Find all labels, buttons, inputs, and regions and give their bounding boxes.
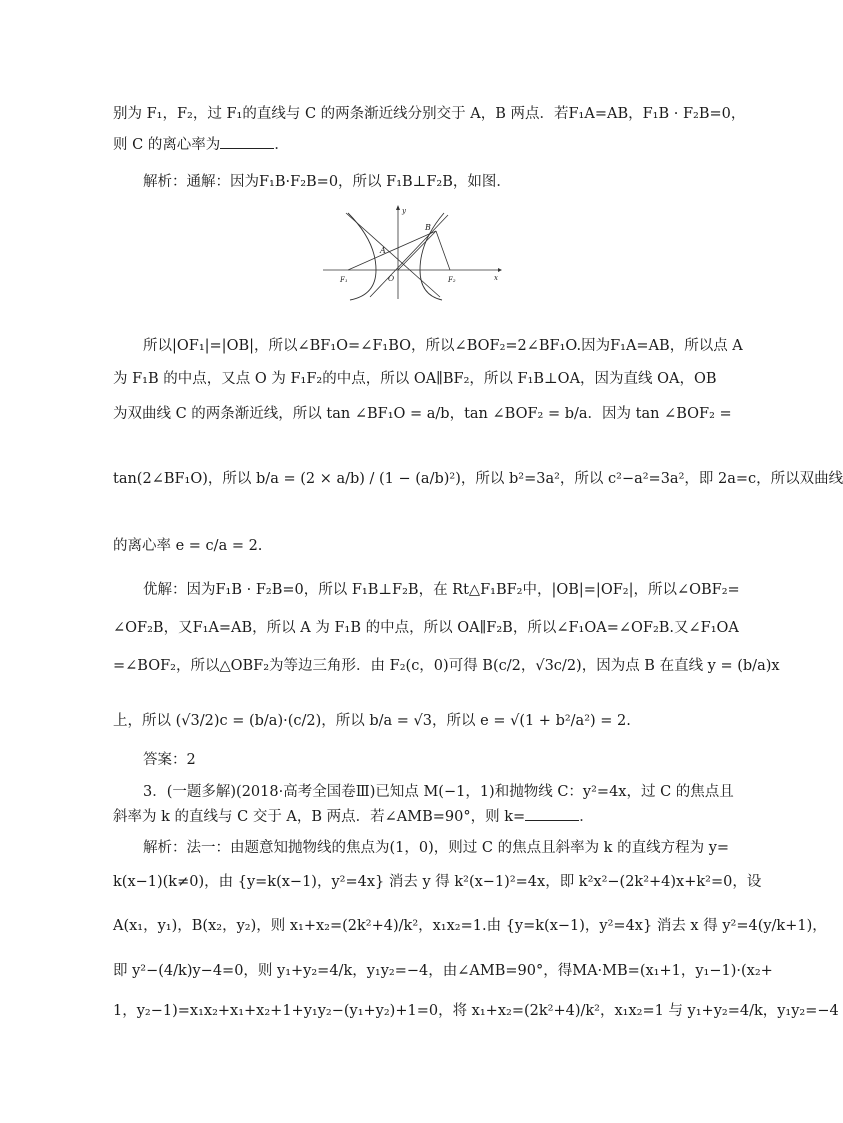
asymptote-2	[370, 215, 448, 297]
label-A: A	[380, 246, 386, 255]
text-line-14: 3．(一题多解)(2018·高考全国卷Ⅲ)已知点 M(−1，1)和抛物线 C：y²=4x，过 C 的焦点且	[143, 784, 734, 800]
text-line-16: 解析：法一：由题意知抛物线的焦点为(1，0)，则过 C 的焦点且斜率为 k 的直线方程为 y=	[143, 840, 730, 856]
label-F1: F₁	[340, 276, 348, 284]
text-line-1: 别为 F₁，F₂，过 F₁的直线与 C 的两条渐近线分别交于 A，B 两点．若F₁A=AB，F₁B · F₂B=0，	[113, 106, 746, 122]
answer-blank	[220, 136, 274, 149]
x-axis-arrow	[498, 268, 502, 272]
text-line-2-body: 则 C 的离心率为	[113, 137, 221, 153]
y-axis-arrow	[396, 205, 400, 210]
hyperbola-right-branch	[420, 213, 444, 300]
text-line-4: 所以|OF₁|=|OB|，所以∠BF₁O=∠F₁BO，所以∠BOF₂=2∠BF₁O.因为F₁A=AB，所以点 A	[143, 338, 743, 354]
text-line-7: tan(2∠BF₁O)，所以 b/a = (2 × a/b) / (1 − (a/b)²)，所以 b²=3a²，所以 c²−a²=3a²，即 2a=c，所以双曲线	[113, 471, 843, 487]
label-F2: F₂	[448, 276, 456, 284]
answer-line: 答案：2	[143, 752, 196, 768]
line-OB	[398, 231, 436, 270]
text-line-12: 上，所以 (√3/2)c = (b/a)·(c/2)，所以 b/a = √3，所以 e = √(1 + b²/a²) = 2.	[113, 713, 631, 729]
label-y: y	[402, 207, 406, 215]
label-O: O	[388, 274, 395, 283]
line-BF2	[436, 231, 450, 270]
hyperbola-figure	[318, 203, 504, 300]
answer-blank-2	[525, 808, 579, 821]
text-line-17: k(x−1)(k≠0)，由 {y=k(x−1)，y²=4x} 消去 y 得 k²(x−1)²=4x，即 k²x²−(2k²+4)x+k²=0，设	[113, 874, 762, 890]
text-line-3: 解析：通解：因为F₁B·F₂B=0，所以 F₁B⊥F₂B，如图．	[143, 174, 511, 190]
text-line-2	[113, 135, 681, 155]
hyperbola-left-branch	[348, 213, 376, 300]
text-line-15	[113, 807, 681, 827]
text-line-2-end: ．	[274, 137, 289, 153]
text-line-20: 1，y₂−1)=x₁x₂+x₁+x₂+1+y₁y₂−(y₁+y₂)+1=0，将 x₁+x₂=(2k²+4)/k²，x₁x₂=1 与 y₁+y₂=4/k，y₁y₂=−4	[113, 1003, 839, 1019]
text-line-5: 为 F₁B 的中点，又点 O 为 F₁F₂的中点，所以 OA∥BF₂，所以 F₁B⊥OA，因为直线 OA，OB	[113, 371, 717, 387]
label-B: B	[425, 223, 431, 232]
text-line-18: A(x₁，y₁)，B(x₂，y₂)，则 x₁+x₂=(2k²+4)/k²，x₁x₂=1.由 {y=k(x−1)，y²=4x} 消去 x 得 y²=4(y/k+1)，	[113, 918, 827, 934]
text-line-15-body: 斜率为 k 的直线与 C 交于 A，B 两点．若∠AMB=90°，则 k=	[113, 809, 526, 825]
label-x: x	[494, 274, 498, 282]
text-line-9: 优解：因为F₁B · F₂B=0，所以 F₁B⊥F₂B，在 Rt△F₁BF₂中，|OB|=|OF₂|，所以∠OBF₂=	[143, 582, 740, 598]
text-line-10: ∠OF₂B，又F₁A=AB，所以 A 为 F₁B 的中点，所以 OA∥F₂B，所以∠F₁OA=∠OF₂B.又∠F₁OA	[113, 620, 739, 636]
text-line-19: 即 y²−(4/k)y−4=0，则 y₁+y₂=4/k，y₁y₂=−4，由∠AMB=90°，得MA·MB=(x₁+1，y₁−1)·(x₂+	[113, 963, 773, 979]
text-line-8: 的离心率 e = c/a = 2.	[113, 538, 263, 554]
text-line-15-end: ．	[579, 809, 594, 825]
text-line-11: =∠BOF₂，所以△OBF₂为等边三角形．由 F₂(c，0)可得 B(c/2，√3c/2)，因为点 B 在直线 y = (b/a)x	[113, 658, 780, 674]
text-line-6: 为双曲线 C 的两条渐近线，所以 tan ∠BF₁O = a/b，tan ∠BOF₂ = b/a．因为 tan ∠BOF₂ =	[113, 406, 732, 422]
